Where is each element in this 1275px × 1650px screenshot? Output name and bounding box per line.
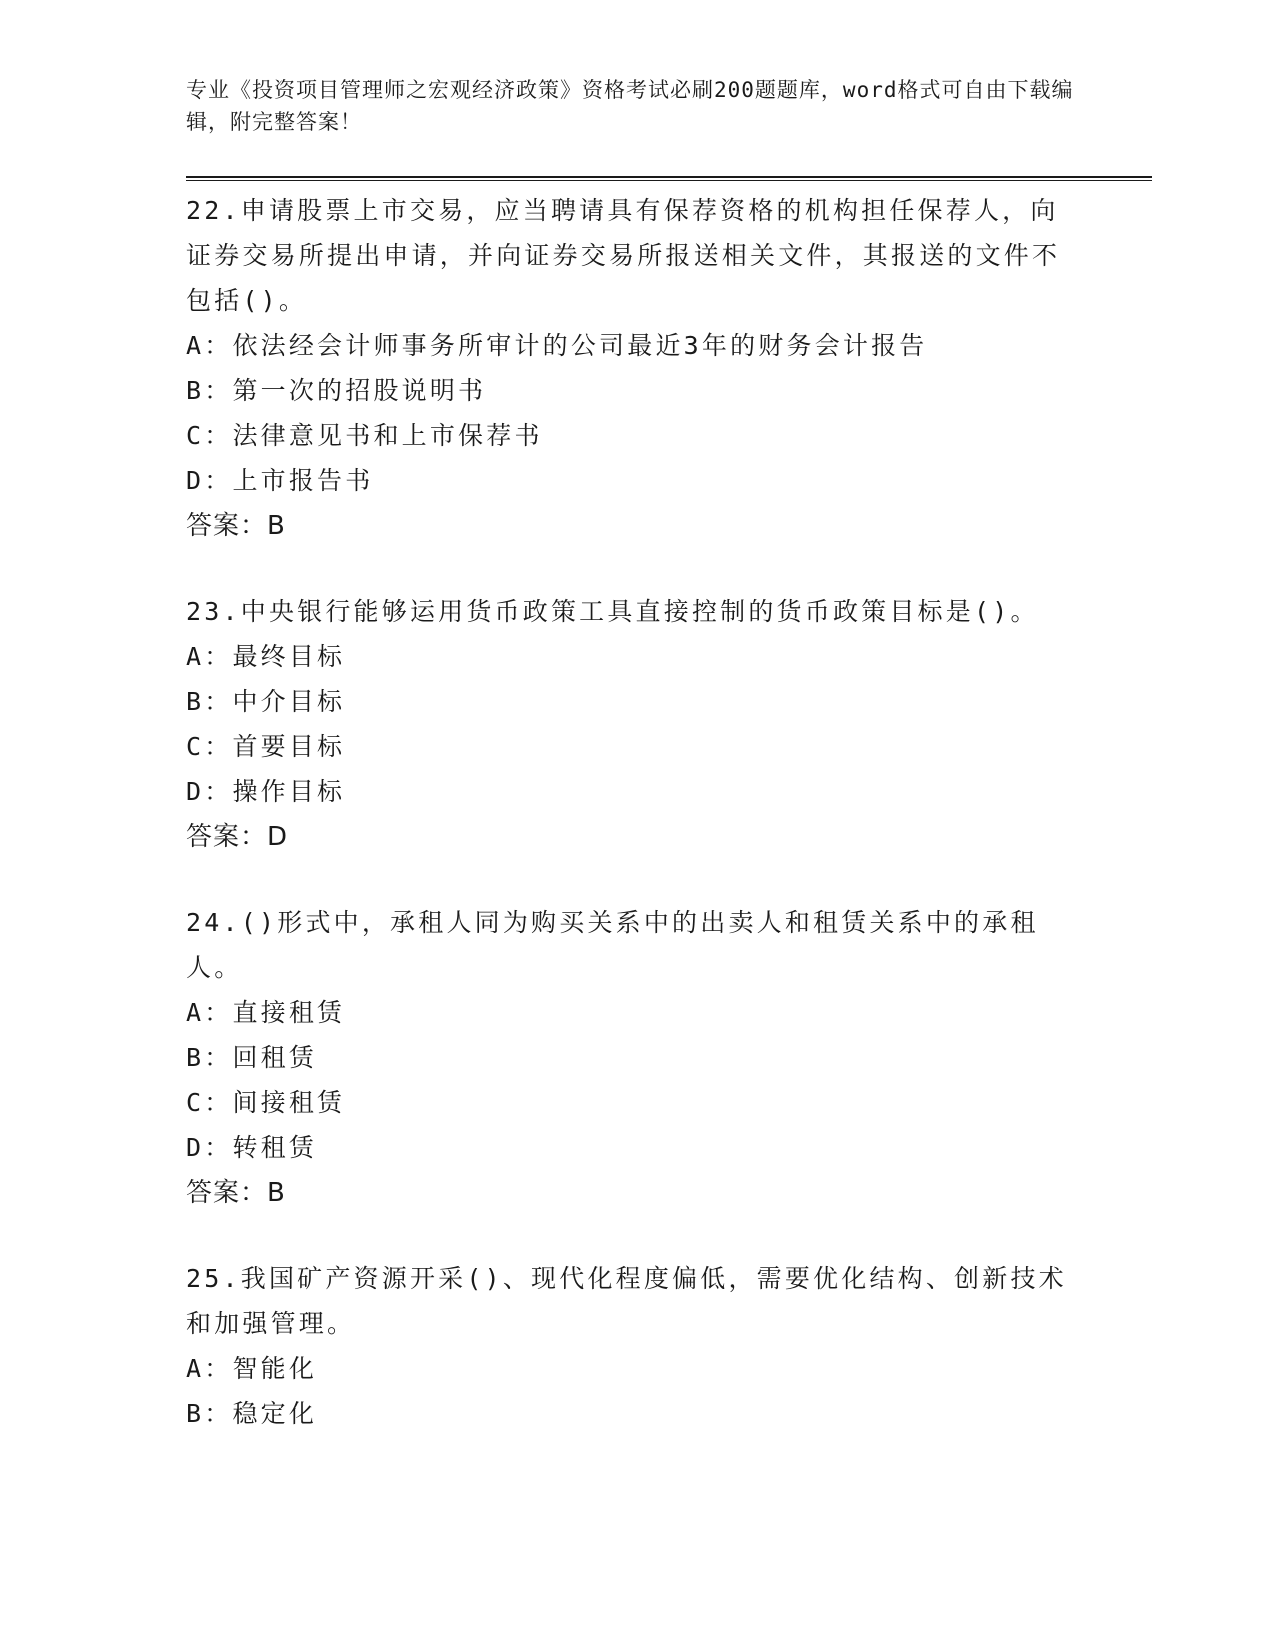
option-c: C：间接租赁 — [186, 1088, 346, 1117]
answer-label: 答案：D — [186, 822, 289, 852]
option-a: A：智能化 — [186, 1354, 318, 1383]
option-b: B：回租赁 — [186, 1043, 318, 1072]
question-stem: 24.()形式中，承租人同为购买关系中的出卖人和租赁关系中的承租人。 — [186, 908, 1039, 982]
option-b: B：第一次的招股说明书 — [186, 376, 487, 405]
question-22 — [186, 188, 1086, 549]
option-c: C：法律意见书和上市保荐书 — [186, 421, 543, 450]
question-stem: 22.申请股票上市交易，应当聘请具有保荐资格的机构担任保荐人，向证券交易所提出申请，并向证券交易所报送相关文件，其报送的文件不包括()。 — [186, 196, 1061, 315]
question-stem: 23.中央银行能够运用货币政策工具直接控制的货币政策目标是()。 — [186, 597, 1039, 626]
question-list — [186, 188, 1086, 1476]
header-divider — [186, 176, 1152, 181]
option-c: C：首要目标 — [186, 732, 346, 761]
option-d: D：转租赁 — [186, 1133, 318, 1162]
option-d: D：操作目标 — [186, 777, 346, 806]
document-header — [186, 74, 1086, 138]
option-a: A：直接租赁 — [186, 998, 346, 1027]
question-25 — [186, 1256, 1086, 1436]
option-b: B：稳定化 — [186, 1399, 318, 1428]
option-a: A：最终目标 — [186, 642, 346, 671]
option-b: B：中介目标 — [186, 687, 346, 716]
question-23 — [186, 589, 1086, 860]
question-stem: 25.我国矿产资源开采()、现代化程度偏低，需要优化结构、创新技术和加强管理。 — [186, 1264, 1067, 1338]
answer-label: 答案：B — [186, 511, 286, 541]
header-title: 专业《投资项目管理师之宏观经济政策》资格考试必刷200题题库，word格式可自由下载编辑，附完整答案！ — [186, 78, 1074, 134]
option-d: D：上市报告书 — [186, 466, 374, 495]
question-24 — [186, 900, 1086, 1216]
option-a: A：依法经会计师事务所审计的公司最近3年的财务会计报告 — [186, 331, 928, 360]
answer-label: 答案：B — [186, 1178, 286, 1208]
